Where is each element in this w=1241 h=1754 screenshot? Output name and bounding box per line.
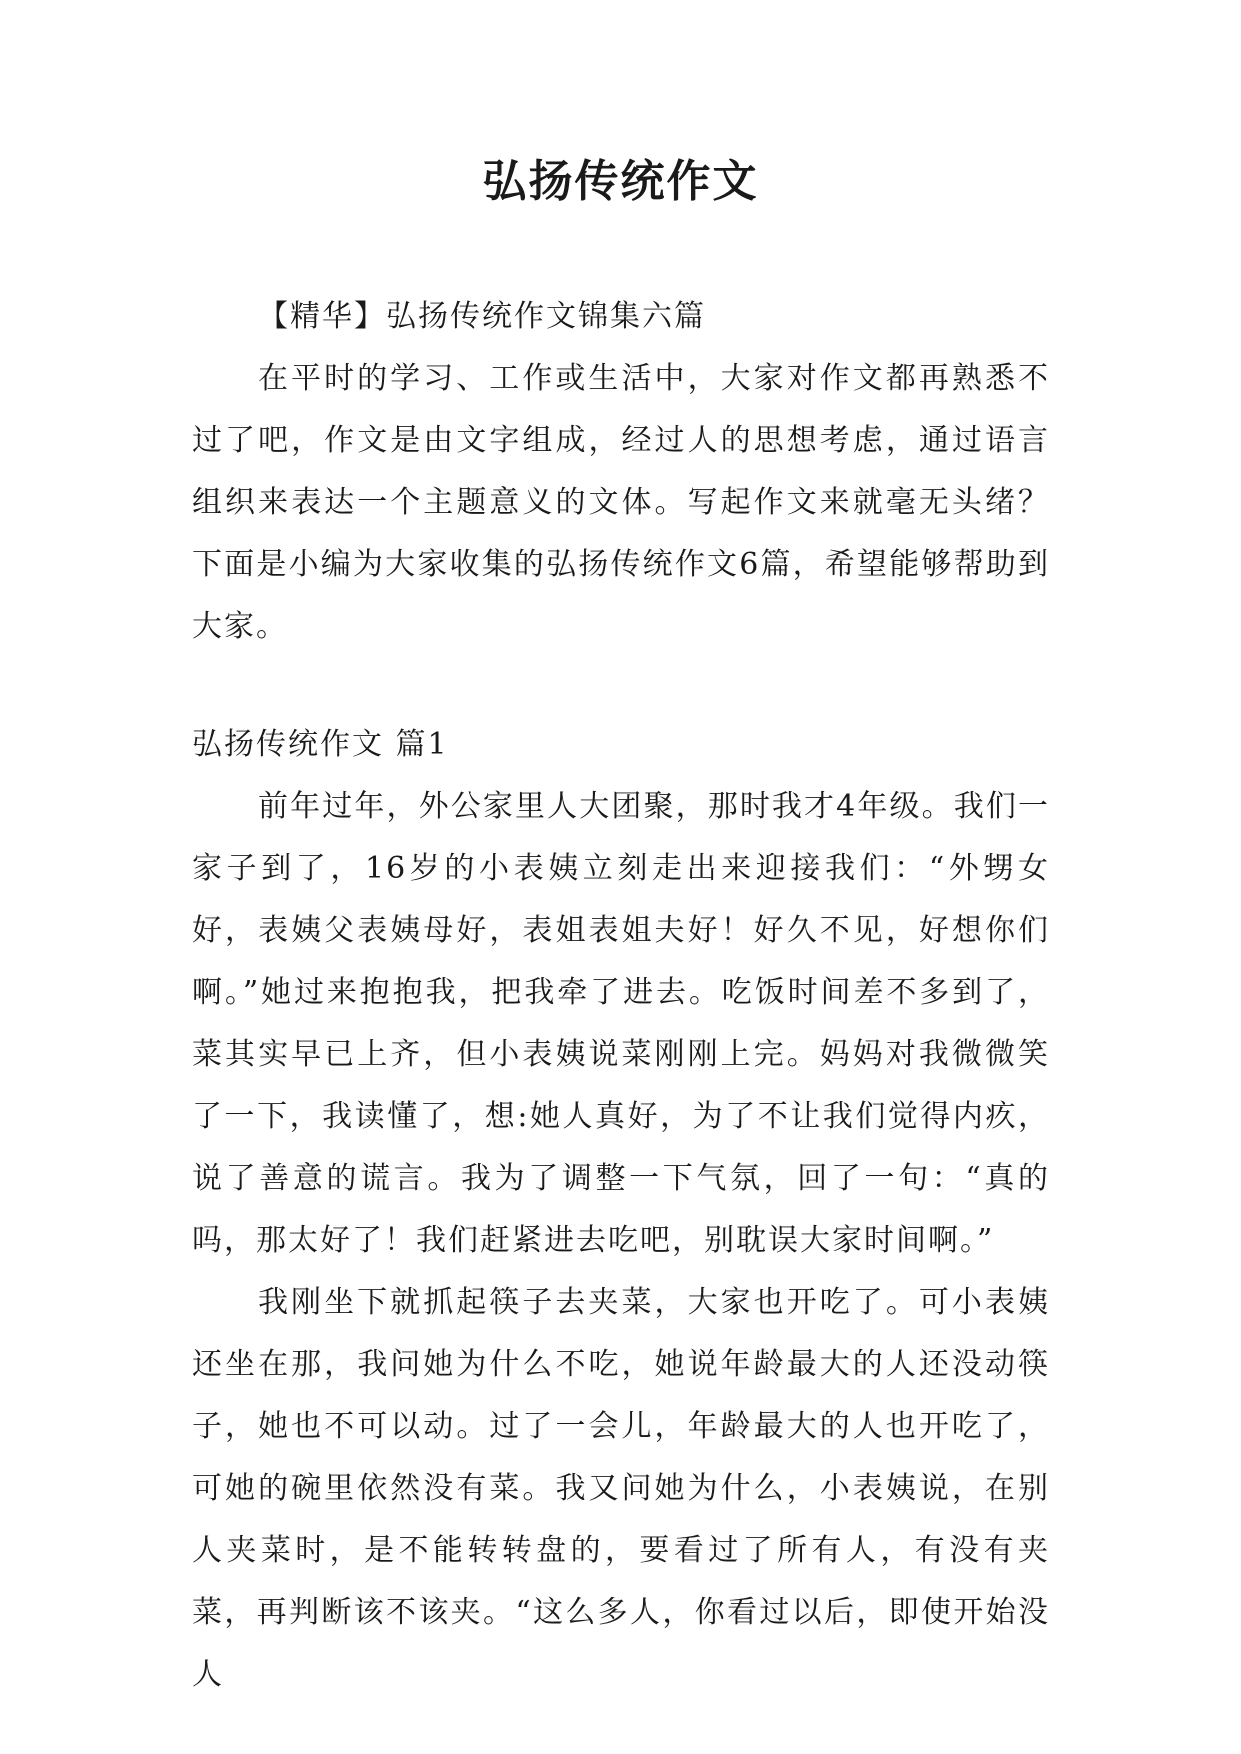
section-heading: 弘扬传统作文 篇1	[192, 727, 449, 762]
body-paragraph: 前年过年，外公家里人大团聚，那时我才4年级。我们一家子到了，16岁的小表姨立刻走出来迎接我们：“外甥女好，表姨父表姨母好，表姐表姐夫好！好久不见，好想你们啊。”她过来抱抱我，把我牵了进去。吃饭时间差不多到了，菜其实早已上齐，但小表姨说菜刚刚上完。妈妈对我微微笑了一下，我读懂了，想:她人真好，为了不让我们觉得内疚，说了善意的谎言。我为了调整一下气氛，回了一句：“真的吗，那太好了！我们赶紧进去吃吧，别耽误大家时间啊。”	[192, 789, 1050, 1258]
document-body	[192, 286, 1050, 1706]
body-paragraph: 我刚坐下就抓起筷子去夹菜，大家也开吃了。可小表姨还坐在那，我问她为什么不吃，她说年龄最大的人还没动筷子，她也不可以动。过了一会儿，年龄最大的人也开吃了，可她的碗里依然没有菜。我又问她为什么，小表姨说，在别人夹菜时，是不能转转盘的，要看过了所有人，有没有夹菜，再判断该不该夹。“这么多人，你看过以后，即使开始没人	[192, 1285, 1050, 1692]
document-subtitle: 【精华】弘扬传统作文锦集六篇	[258, 299, 706, 334]
document-title: 弘扬传统作文	[482, 156, 759, 207]
intro-paragraph: 在平时的学习、工作或生活中，大家对作文都再熟悉不过了吧，作文是由文字组成，经过人的思想考虑，通过语言组织来表达一个主题意义的文体。写起作文来就毫无头绪？下面是小编为大家收集的弘扬传统作文6篇，希望能够帮助到大家。	[192, 361, 1050, 644]
